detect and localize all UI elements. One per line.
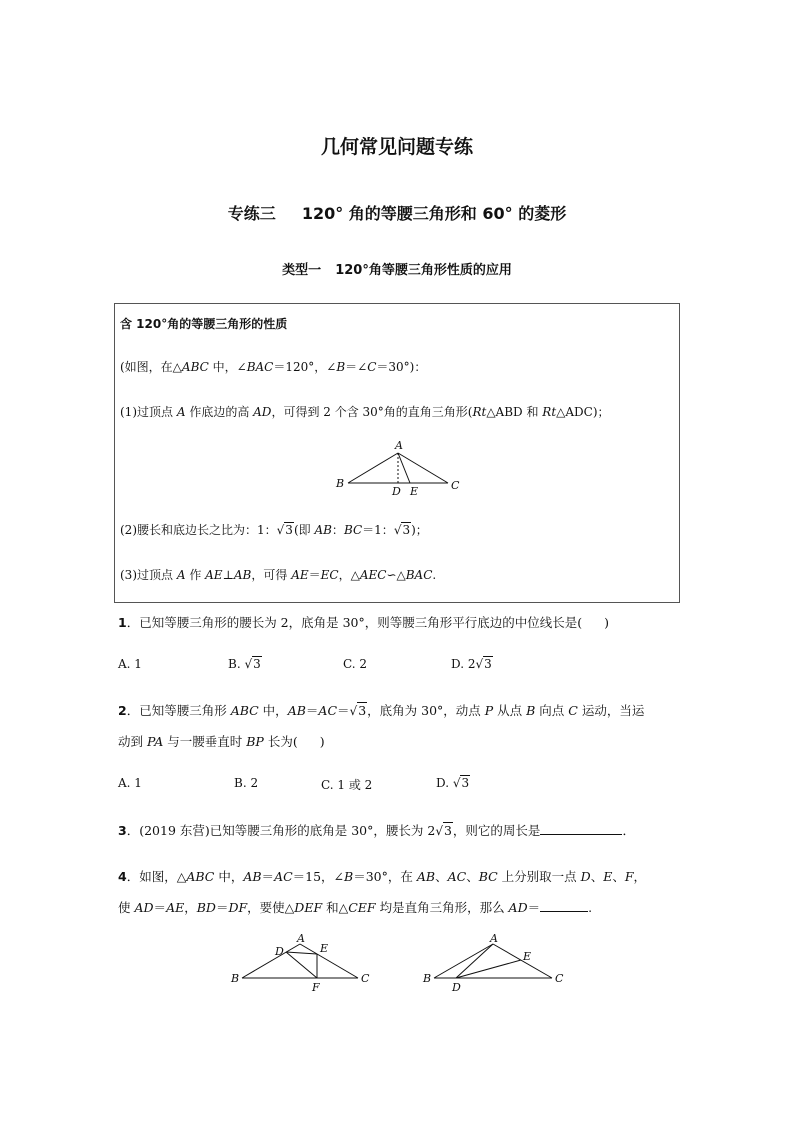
text: (2)腰长和底边长之比为：1： bbox=[120, 523, 277, 537]
text: ， bbox=[633, 869, 647, 884]
text: AB bbox=[314, 523, 332, 537]
text: 作 bbox=[185, 568, 206, 582]
q2-option-a[interactable]: A. 1 bbox=[118, 776, 142, 790]
text: (3)过顶点 bbox=[120, 568, 177, 582]
box-line-4 bbox=[120, 566, 436, 583]
radicand: 3 bbox=[285, 523, 293, 537]
text: ＝ bbox=[153, 900, 167, 915]
segment-df bbox=[286, 952, 317, 978]
text: ： bbox=[331, 523, 344, 537]
text: B bbox=[336, 360, 346, 374]
label-c: C bbox=[361, 972, 370, 985]
text: △ABD 和 bbox=[486, 405, 543, 419]
radicand: 3 bbox=[461, 776, 470, 790]
text: △ADC)； bbox=[556, 405, 610, 419]
text: BD bbox=[196, 900, 216, 915]
label-e: E bbox=[523, 950, 532, 963]
text: ＝ bbox=[305, 703, 319, 718]
question-text: ) bbox=[604, 615, 610, 630]
text: ． bbox=[622, 823, 635, 838]
question-4-line-1 bbox=[118, 867, 646, 885]
question-number: 2 bbox=[118, 703, 127, 718]
text: ABC bbox=[230, 703, 259, 718]
text: 均是直角三角形，那么 bbox=[375, 900, 509, 915]
label-b: B bbox=[336, 477, 345, 490]
page-title: 几何常见问题专练 bbox=[320, 136, 473, 158]
radicand: 3 bbox=[484, 657, 492, 671]
text: BAC bbox=[405, 568, 433, 582]
text: AE bbox=[291, 568, 309, 582]
radicand: 3 bbox=[358, 703, 367, 718]
text: ，要使△ bbox=[247, 900, 295, 915]
text: 向点 bbox=[535, 703, 569, 718]
question-text: ．已知等腰三角形的腰长为 2，底角是 30°，则等腰三角形平行底边的中位线长是( bbox=[126, 615, 583, 630]
text: ABC bbox=[181, 360, 209, 374]
text: F bbox=[624, 869, 634, 884]
type-heading-part2: 120°角等腰三角形性质的应用 bbox=[335, 263, 512, 278]
sqrt: √3 bbox=[276, 523, 293, 537]
text: ⊥ bbox=[222, 568, 234, 582]
question-number: 4 bbox=[118, 869, 127, 884]
text: ，则它的周长是 bbox=[452, 823, 541, 838]
text: 使 bbox=[118, 900, 135, 915]
text: Rt bbox=[472, 405, 487, 419]
text: ＝∠ bbox=[345, 360, 368, 374]
q1-option-d[interactable] bbox=[451, 657, 493, 671]
text: B bbox=[344, 869, 354, 884]
text: ABC bbox=[186, 869, 215, 884]
text: A bbox=[176, 405, 186, 419]
text: AEC bbox=[359, 568, 387, 582]
text: ) bbox=[319, 734, 325, 749]
text: ＝ bbox=[215, 900, 229, 915]
text: AB bbox=[243, 869, 262, 884]
radicand: 3 bbox=[253, 657, 261, 671]
text: AD bbox=[253, 405, 272, 419]
text: ＝30°)： bbox=[376, 360, 427, 374]
text: AE bbox=[205, 568, 223, 582]
label-b: B bbox=[423, 972, 432, 985]
question-number: 3 bbox=[118, 823, 127, 838]
text: 中， bbox=[258, 703, 288, 718]
question-3 bbox=[118, 821, 635, 839]
question-2-line-2 bbox=[118, 732, 325, 750]
text: BC bbox=[343, 523, 363, 537]
text: CEF bbox=[348, 900, 376, 915]
question-1 bbox=[118, 613, 609, 631]
text: )； bbox=[411, 523, 428, 537]
text: AC bbox=[274, 869, 293, 884]
text: AB bbox=[233, 568, 252, 582]
text: D bbox=[580, 869, 591, 884]
radicand: 3 bbox=[402, 523, 411, 537]
sqrt: √3 bbox=[435, 823, 452, 838]
text: BP bbox=[246, 734, 264, 749]
text: ＝ bbox=[527, 900, 541, 915]
sqrt: √3 bbox=[393, 523, 411, 537]
text: AD bbox=[134, 900, 154, 915]
text: BC bbox=[478, 869, 498, 884]
q1-option-c[interactable]: C. 2 bbox=[343, 657, 368, 671]
box-line-2 bbox=[120, 403, 610, 420]
text: 、 bbox=[435, 869, 448, 884]
label-a: A bbox=[297, 932, 305, 945]
type-heading bbox=[0, 259, 794, 278]
subtitle-part1: 专练三 bbox=[227, 204, 276, 223]
segment-de bbox=[286, 952, 317, 954]
label-e: E bbox=[320, 942, 329, 955]
question-number: 1 bbox=[118, 615, 127, 630]
text: BAC bbox=[246, 360, 274, 374]
text: AC bbox=[447, 869, 467, 884]
text: ＝ bbox=[261, 869, 275, 884]
label-d: D bbox=[392, 485, 401, 498]
text: 和△ bbox=[322, 900, 349, 915]
text: 、 bbox=[466, 869, 479, 884]
sqrt: √3 bbox=[349, 703, 367, 718]
text: ＝30°，在 bbox=[353, 869, 417, 884]
q4-figure-2 bbox=[420, 930, 570, 994]
q4-figure-1 bbox=[228, 930, 378, 994]
text: 作底边的高 bbox=[185, 405, 254, 419]
text: B bbox=[526, 703, 536, 718]
text: ．如图，△ bbox=[126, 869, 187, 884]
text: ，可得 bbox=[251, 568, 292, 582]
triangle-figure-box bbox=[330, 436, 470, 500]
text: ＝ bbox=[337, 703, 350, 718]
type-heading-part1: 类型一 bbox=[282, 263, 322, 278]
text: B. bbox=[228, 657, 245, 671]
text: 中， bbox=[214, 869, 244, 884]
text: D. bbox=[436, 776, 453, 790]
answer-blank[interactable] bbox=[540, 822, 622, 835]
text: 、 bbox=[612, 869, 625, 884]
text: ＝15，∠ bbox=[292, 869, 345, 884]
side-ab bbox=[434, 944, 493, 978]
question-4-line-2 bbox=[118, 898, 592, 916]
side-ac bbox=[300, 944, 358, 978]
sqrt: √3 bbox=[244, 657, 261, 671]
text: ，可得到 2 个含 30°角的直角三角形( bbox=[271, 405, 473, 419]
text: EC bbox=[320, 568, 339, 582]
text: C bbox=[367, 360, 377, 374]
text: A bbox=[176, 568, 186, 582]
text: P bbox=[484, 703, 494, 718]
text: AE bbox=[166, 900, 185, 915]
text: ．已知等腰三角形 bbox=[126, 703, 231, 718]
box-line-3 bbox=[120, 521, 428, 538]
text: C bbox=[568, 703, 578, 718]
text: 长为( bbox=[263, 734, 298, 749]
sqrt: √3 bbox=[475, 657, 492, 671]
text: 从点 bbox=[493, 703, 527, 718]
label-c: C bbox=[451, 479, 460, 492]
text: ．(2019 东营)已知等腰三角形的底角是 30°，腰长为 2 bbox=[126, 823, 436, 838]
text: AB bbox=[287, 703, 306, 718]
text: 上分别取一点 bbox=[497, 869, 581, 884]
label-a: A bbox=[490, 932, 498, 945]
text: AD bbox=[508, 900, 528, 915]
text: PA bbox=[146, 734, 164, 749]
box-heading: 含 120°角的等腰三角形的性质 bbox=[120, 317, 288, 331]
text: ＝ bbox=[308, 568, 321, 582]
box-line-1 bbox=[120, 358, 426, 375]
text: (如图，在△ bbox=[120, 360, 182, 374]
text: ＝1： bbox=[362, 523, 394, 537]
text: ∽△ bbox=[386, 568, 406, 582]
label-a: A bbox=[395, 439, 403, 452]
label-f: F bbox=[312, 981, 320, 994]
text: . bbox=[432, 568, 437, 582]
segment-ae bbox=[398, 453, 410, 483]
side-ab bbox=[242, 944, 300, 978]
label-d: D bbox=[275, 945, 284, 958]
text: Rt bbox=[542, 405, 557, 419]
text: E bbox=[603, 869, 613, 884]
text: 与一腰垂直时 bbox=[163, 734, 247, 749]
text: DEF bbox=[294, 900, 323, 915]
label-c: C bbox=[555, 972, 564, 985]
q2-option-d[interactable] bbox=[436, 776, 470, 790]
text: ，底角为 30°，动点 bbox=[367, 703, 485, 718]
text: 、 bbox=[590, 869, 604, 884]
text: AC bbox=[318, 703, 338, 718]
text: (即 bbox=[293, 523, 315, 537]
q1-option-a[interactable]: A. 1 bbox=[118, 657, 142, 671]
text: 运动，当运 bbox=[577, 703, 645, 718]
q2-option-c[interactable]: C. 1 或 2 bbox=[321, 778, 373, 792]
text: ， bbox=[184, 900, 197, 915]
text: (1)过顶点 bbox=[120, 405, 177, 419]
q1-option-b[interactable] bbox=[228, 657, 262, 671]
label-b: B bbox=[231, 972, 240, 985]
subtitle-part2: 120° 角的等腰三角形和 60° 的菱形 bbox=[301, 204, 567, 223]
text: ，△ bbox=[338, 568, 360, 582]
text: DF bbox=[228, 900, 248, 915]
text: AB bbox=[416, 869, 436, 884]
side-ac bbox=[398, 453, 448, 483]
sqrt: √3 bbox=[452, 776, 470, 790]
question-2-line-1 bbox=[118, 701, 644, 719]
label-d: D bbox=[452, 981, 461, 994]
text: D. 2 bbox=[451, 657, 476, 671]
q2-option-b[interactable]: B. 2 bbox=[234, 776, 259, 790]
text: 动到 bbox=[118, 734, 147, 749]
text: 中，∠ bbox=[208, 360, 247, 374]
section-subtitle bbox=[0, 201, 794, 224]
answer-blank[interactable] bbox=[540, 899, 588, 912]
text: . bbox=[588, 900, 593, 915]
side-ab bbox=[348, 453, 398, 483]
radicand: 3 bbox=[443, 823, 452, 838]
text: ＝120°，∠ bbox=[273, 360, 337, 374]
label-e: E bbox=[410, 485, 419, 498]
